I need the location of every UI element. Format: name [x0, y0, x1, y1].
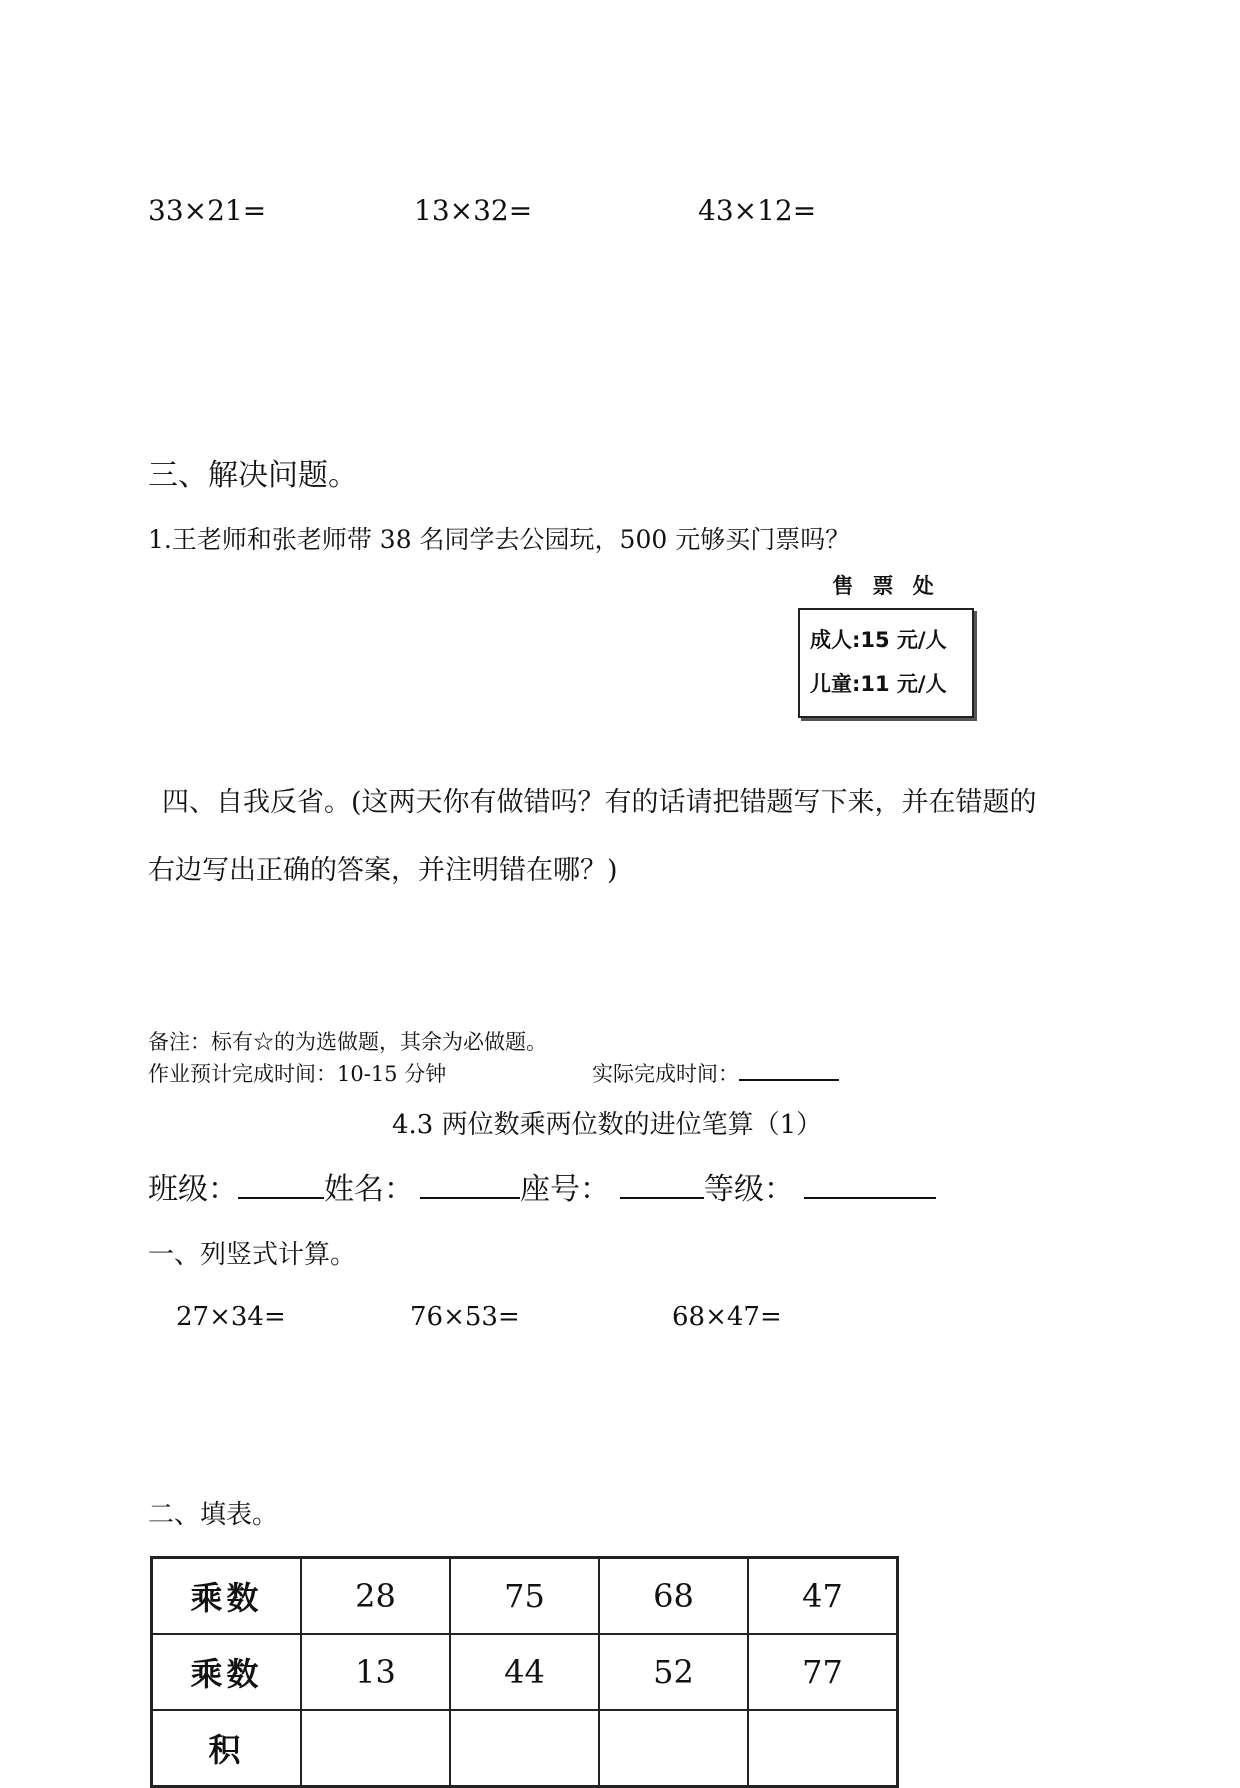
product-answer-cell[interactable] [748, 1710, 898, 1787]
ticket-adult-price: 成人:15 元/人 [810, 628, 947, 652]
question-1: 1.王老师和张老师带 38 名同学去公园玩，500 元够买门票吗？ [148, 525, 851, 554]
table-row [152, 1710, 898, 1787]
table-cell: 47 [748, 1558, 898, 1635]
table-cell: 28 [301, 1558, 450, 1635]
product-answer-cell[interactable] [450, 1710, 599, 1787]
calc-13x32: 13×32= [414, 194, 533, 227]
estimated-time: 作业预计完成时间：10-15 分钟 [148, 1062, 447, 1086]
grade-label: 等级： [704, 1172, 794, 1207]
ticket-office-sign [798, 568, 974, 718]
section-4-line-2: 右边写出正确的答案，并注明错在哪？) [148, 855, 618, 886]
calc-76x53: 76×53= [410, 1302, 520, 1332]
section-2-heading: 二、填表。 [148, 1500, 279, 1530]
section-3-heading: 三、解决问题。 [148, 458, 358, 493]
grade-blank[interactable] [804, 1196, 936, 1199]
calc-33x21: 33×21= [148, 194, 267, 227]
ticket-title: 售 票 处 [832, 574, 940, 598]
row2-header: 乘数 [152, 1634, 302, 1710]
table-cell: 68 [599, 1558, 748, 1635]
row3-header: 积 [152, 1710, 302, 1787]
actual-time-blank[interactable] [739, 1078, 839, 1081]
student-info-row [148, 1164, 936, 1208]
product-answer-cell[interactable] [599, 1710, 748, 1787]
section-1-heading: 一、列竖式计算。 [148, 1240, 357, 1270]
section-4-line-1: 四、自我反省。(这两天你有做错吗？有的话请把错题写下来，并在错题的 [162, 787, 1037, 818]
seat-label: 座号： [520, 1172, 610, 1207]
multiplication-fill-table [150, 1556, 899, 1788]
name-blank[interactable] [420, 1196, 520, 1199]
product-answer-cell[interactable] [301, 1710, 450, 1787]
table-cell: 52 [599, 1634, 748, 1710]
calc-68x47: 68×47= [672, 1302, 782, 1332]
calc-27x34: 27×34= [176, 1302, 286, 1332]
ticket-price-box [798, 608, 974, 718]
table-cell: 75 [450, 1558, 599, 1635]
table-row [152, 1634, 898, 1710]
table-cell: 13 [301, 1634, 450, 1710]
actual-time-label: 实际完成时间： [592, 1062, 739, 1086]
ticket-child-price: 儿童:11 元/人 [810, 672, 947, 696]
name-label: 姓名： [324, 1172, 414, 1207]
row1-header: 乘数 [152, 1558, 302, 1635]
table-row [152, 1558, 898, 1635]
worksheet-title: 4.3 两位数乘两位数的进位笔算（1） [392, 1110, 823, 1140]
calc-43x12: 43×12= [698, 194, 817, 227]
remark-note: 备注：标有☆的为选做题，其余为必做题。 [148, 1030, 547, 1054]
table-cell: 77 [748, 1634, 898, 1710]
class-blank[interactable] [238, 1196, 324, 1199]
class-label: 班级： [148, 1172, 238, 1207]
table-cell: 44 [450, 1634, 599, 1710]
seat-blank[interactable] [620, 1196, 704, 1199]
actual-time [592, 1058, 839, 1088]
